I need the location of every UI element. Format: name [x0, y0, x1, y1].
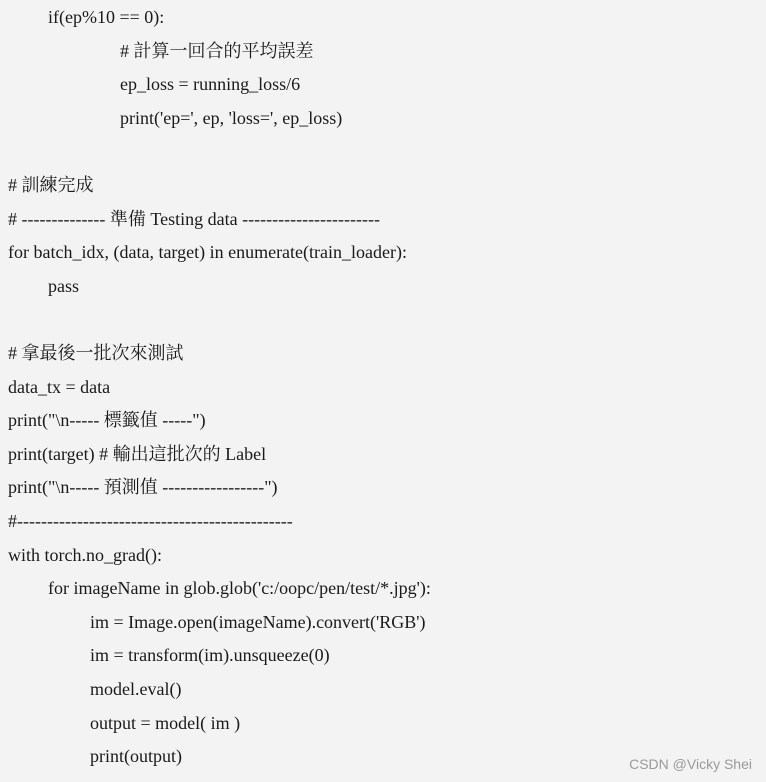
code-line: print(target) # 輸出這批次的 Label — [8, 443, 267, 464]
code-line: # 計算一回合的平均誤差 — [120, 40, 314, 61]
code-line: im = transform(im).unsqueeze(0) — [90, 645, 330, 666]
code-line: model.eval() — [90, 679, 182, 699]
code-line: with torch.no_grad(): — [8, 544, 162, 565]
code-line: if(ep%10 == 0): — [48, 7, 165, 27]
code-line: # -------------- 準備 Testing data ----------------------- — [8, 208, 380, 229]
code-line: print("\n----- 標籤值 -----") — [8, 410, 206, 431]
code-line: data_tx = data — [8, 376, 111, 397]
code-line: # 訓練完成 — [8, 175, 94, 195]
code-line: # 拿最後一批次來測試 — [8, 343, 184, 363]
code-line: output = model( im ) — [90, 712, 241, 733]
watermark: CSDN @Vicky Shei — [629, 756, 752, 772]
code-line: pass — [48, 275, 79, 296]
code-line: for imageName in glob.glob('c:/oopc/pen/test/*.jpg'): — [48, 578, 431, 599]
code-line: for batch_idx, (data, target) in enumerate(train_loader): — [8, 242, 407, 263]
code-line: #---------------------------------------------- — [8, 511, 293, 531]
code-line: print(output) — [90, 746, 182, 767]
code-line: print('ep=', ep, 'loss=', ep_loss) — [120, 107, 343, 128]
code-line: im = Image.open(imageName).convert('RGB') — [90, 611, 426, 632]
code-line: ep_loss = running_loss/6 — [120, 74, 301, 95]
code-line: print("\n----- 預測值 -----------------") — [8, 477, 278, 498]
